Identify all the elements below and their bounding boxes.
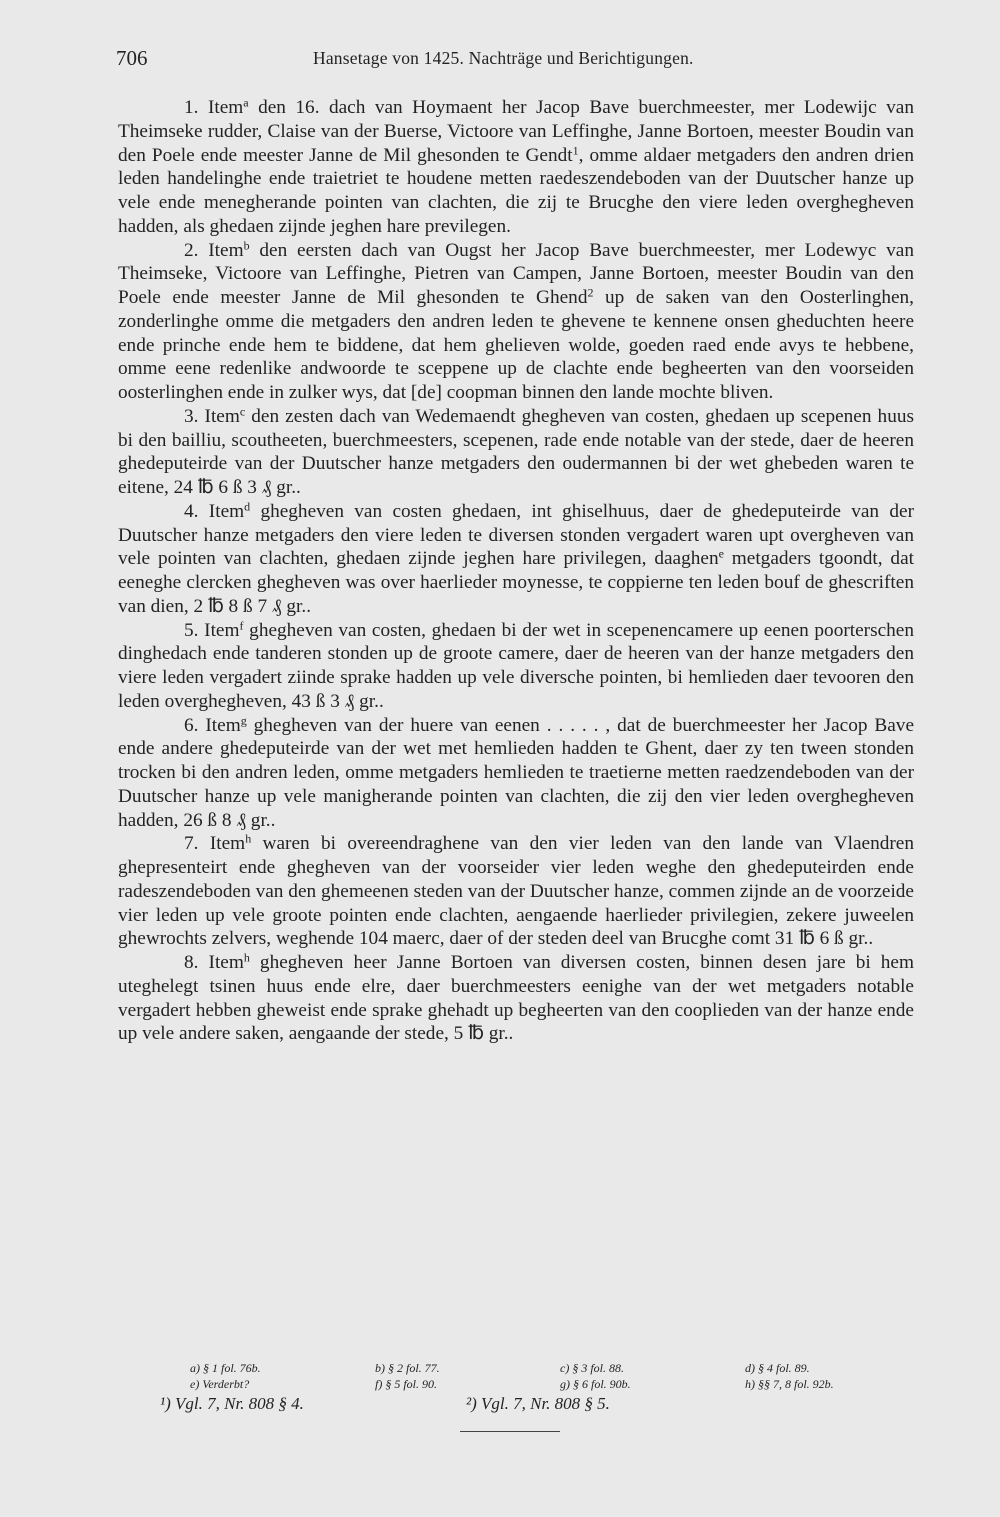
paragraph-text: ghegheven van costen ghedaen, int ghiselhuus, daer de ghedeputeirde van der Duutscher hanze metgaders den viere leden te diversen stonden vergadert waren upt overgheven van vele pointen van clachten, ghedaen zijnde jeghen hare privilegen, daaghen — [118, 500, 914, 570]
textual-note: g) § 6 fol. 90b. — [560, 1377, 631, 1391]
textual-note: d) § 4 fol. 89. — [745, 1361, 810, 1375]
paragraph-text: waren bi overeendraghene van den vier leden van den lande van Vlaendren ghepresenteirt ende ghegheven van der voorseider vier leden weghe den ghedeputeirden ende radeszendeboden van den ghemeenen steden van der Duutscher hanze, commen zijnde an de voorzeide vier leden up vele groote pointen ende clachten, aengaende haerlieder privilegien, zekere juweelen ghewrochts zelvers, weghende 104 maerc, daer of der steden deel van Brucghe comt 31 ℔ 6 ß gr.. — [118, 833, 914, 950]
textual-notes-row — [190, 1360, 920, 1376]
paragraph-text: ghegheven van der huere van eenen . . . . . , dat de buerchmeester her Jacop Bave ende andere ghedeputeirde van der wet met hemlieden hadden te Ghent, daer zy ten tween stonden trocken bi den andren leden, omme metgaders hemlieden te traetierne metten raedzendeboden van der Duutscher hanze up vele manigherande pointen van clachten, die zij den vier leden overghegheven hadden, 26 ß 8 ₰ gr.. — [118, 714, 914, 831]
paragraph-text: den eersten dach van Ougst her Jacop Bave buerchmeester, mer Lodewyc van Theimseke, Victoore van Leffinghe, Pietren van Campen, Janne Bortoen, meester Boudin van den Poele ende meester Janne de Mil ghesonden te Ghend — [118, 239, 914, 308]
note-mark: c — [239, 404, 246, 419]
item-lead: Item — [204, 619, 240, 641]
paragraph-3 — [118, 405, 914, 500]
item-lead: Item — [207, 97, 244, 118]
reference-footnote-2: ²) Vgl. 7, Nr. 808 § 5. — [466, 1394, 610, 1413]
paragraph-number: 1. — [184, 97, 199, 118]
reference-footnote-1: ¹) Vgl. 7, Nr. 808 § 4. — [160, 1394, 304, 1413]
running-title: Hansetage von 1425. Nachträge und Berichtigungen. — [313, 48, 694, 68]
paragraph-1 — [118, 96, 914, 239]
note-mark: g — [240, 712, 247, 727]
paragraph-text: ghegheven van costen, ghedaen bi der wet in scepenencamere up eenen poorterschen dinghedach ende tanderen stonden up de groote camere, daer de heeren van der hanze metgaders den viere leden vergadert ziinde sprake hadden up vele diversche pointen, bi hemlieden daer tevooren den leden overghegheven, 43 ß 3 ₰ gr.. — [118, 619, 914, 712]
note-mark: d — [244, 499, 251, 514]
paragraph-5 — [118, 619, 914, 714]
textual-note: b) § 2 fol. 77. — [375, 1361, 440, 1375]
paragraph-text: ghegheven heer Janne Bortoen van diversen costen, binnen desen jare bi hem uteghelegt tsinen huus ende elre, daer buerchmeesters eenighe van der wet metgaders notable vergadert hebben gheweist ende sprake ghehadt up begheerten van den cooplieden van der hanze ende up vele andere saken, aengaande der stede, 5 ℔ gr.. — [118, 952, 914, 1045]
note-mark: a — [243, 95, 249, 110]
paragraph-number: 6. — [184, 714, 199, 736]
textual-note: c) § 3 fol. 88. — [560, 1361, 624, 1375]
closing-rule — [460, 1431, 560, 1432]
textual-note: a) § 1 fol. 76b. — [190, 1361, 261, 1375]
paragraph-8 — [118, 951, 914, 1046]
note-mark: e — [718, 546, 724, 561]
item-lead: Item — [205, 714, 241, 736]
item-lead: Item — [204, 405, 240, 427]
footnote-mark: 2 — [587, 285, 594, 300]
paragraph-text: up de saken van den Oosterlinghen, zonderlinghe omme die metgaders den andren leden te ghevene te kennene onsen gheduchten heere ende prinche ende hem te biddene, dat hem ghelieven wolde, goeden raed ende avys te hebbene, omme eene redenlike andwoorde te sceppene up de clachte ende begheerten van den voorseiden oosterlinghen ende in zulker wys, dat [de] coopman binnen den lande mochte bliven. — [118, 287, 914, 403]
note-mark: f — [239, 617, 244, 632]
textual-note: e) Verderbt? — [190, 1377, 250, 1391]
note-mark: h — [245, 831, 252, 846]
paragraph-number: 3. — [184, 405, 199, 427]
paragraph-text: den zesten dach van Wedemaendt ghegheven van costen, ghedaen up scepenen huus bi den bailliu, scoutheeten, buerchmeesters, scepenen, rade ende notable van der stede, daer de heeren ghedeputeirde van der Duutscher hanze metgaders den oudermannen bi der wet ghebeden waren te eitene, 24 ℔ 6 ß 3 ₰ gr.. — [118, 405, 914, 498]
paragraph-text: , omme aldaer metgaders den andren drien leden handelinghe ende traietriet te houdene metten raedeszendeboden van der Duutscher hanze up vele ende menegherande pointen van clachten, die zij te Brucghe den viere leden overghegheven hadden, als ghedaen zijnde jeghen hare previlegen. — [118, 144, 914, 237]
textual-notes — [190, 1360, 920, 1392]
item-lead: Item — [209, 833, 246, 855]
note-mark: b — [243, 237, 250, 252]
paragraph-6 — [118, 714, 914, 833]
note-mark: h — [243, 950, 250, 965]
paragraph-number: 2. — [184, 239, 199, 261]
paragraph-number: 4. — [184, 500, 199, 522]
item-lead: Item — [208, 239, 244, 261]
item-lead: Item — [208, 500, 245, 522]
paragraph-number: 5. — [184, 619, 199, 641]
textual-notes-row — [190, 1376, 920, 1392]
paragraph-4 — [118, 500, 914, 619]
paragraph-2 — [118, 239, 914, 405]
paragraph-text: metgaders tgoondt, dat eeneghe clercken ghegheven was over haerlieder moynesse, te coppierne ten leden bouf de ghescriften van dien, 2 ℔ 8 ß 7 ₰ gr.. — [118, 548, 914, 617]
footnote-mark: 1 — [572, 142, 579, 157]
main-text — [118, 96, 914, 1046]
page-header — [116, 46, 916, 76]
paragraph-7 — [118, 832, 914, 951]
textual-note: f) § 5 fol. 90. — [375, 1377, 437, 1391]
item-lead: Item — [208, 952, 244, 973]
page-number: 706 — [116, 46, 148, 70]
textual-note: h) §§ 7, 8 fol. 92b. — [745, 1377, 834, 1391]
paragraph-text: den 16. dach van Hoymaent her Jacop Bave buerchmeester, mer Lodewijc van Theimseke rudder, Claise van der Buerse, Victoore van Leffinghe, Janne Bortoen, meester Boudin van den Poele ende meester Janne de Mil ghesonden te Gendt — [118, 97, 915, 166]
paragraph-number: 7. — [184, 833, 199, 855]
paragraph-number: 8. — [184, 952, 199, 973]
